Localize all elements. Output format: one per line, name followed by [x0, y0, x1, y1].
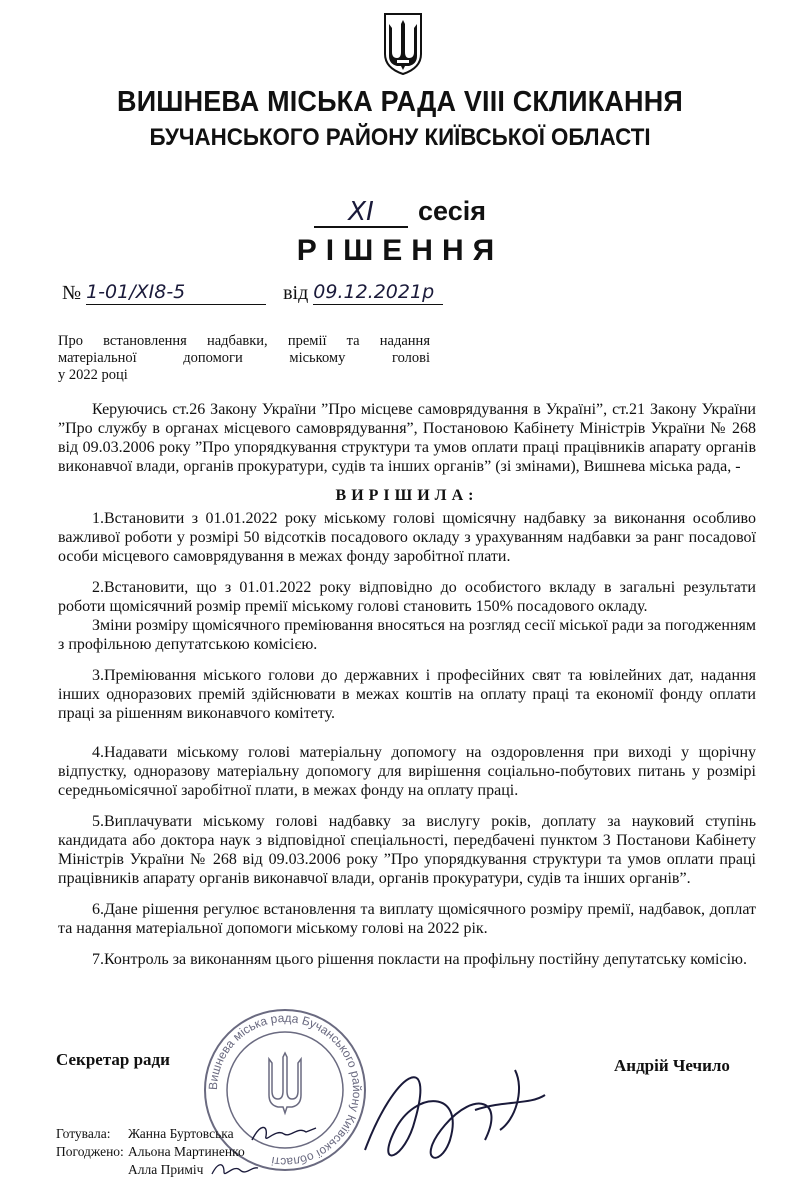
item-2: 2.Встановити, що з 01.01.2022 року відповідно до особистого вкладу в загальні результати роботи щомісячний розмір премії міському голові становить 150% посадового окладу. — [58, 579, 756, 615]
signatory-role: Секретар ради — [56, 1050, 170, 1069]
decision-body — [58, 400, 756, 969]
seal-text: Вишнева міська рада Бучанського району Київської області — [205, 1010, 365, 1170]
session-line — [0, 196, 800, 228]
agreed-label: Погоджено: — [56, 1144, 124, 1159]
number-prefix: № — [62, 282, 82, 304]
prepared-label: Готувала: — [56, 1126, 111, 1141]
item-6: 6.Дане рішення регулює встановлення та виплату щомісячного розміру премії, надбавок, доплат та надання матеріальної допомоги міському голові на 2022 рік. — [58, 901, 756, 937]
council-name: ВИШНЕВА МІСЬКА РАДА VIII СКЛИКАННЯ — [117, 86, 683, 118]
subject-line-2: матеріальної допомоги міському голові — [58, 350, 430, 366]
session-label: сесія — [418, 196, 486, 226]
subject-line-1: Про встановлення надбавки, премії та надання — [58, 333, 430, 349]
initials-signature-2 — [210, 1158, 260, 1180]
item-3: 3.Преміювання міського голови до державних і професійних свят та ювілейних дат, надання інших одноразових премій здійснювати в межах коштів на оплату праці та економії фонду оплати праці за рішенням виконавчого комітету. — [58, 667, 756, 722]
date-prefix: від — [283, 282, 309, 304]
session-number: XI — [314, 198, 408, 228]
prepared-by — [56, 1126, 234, 1142]
decision-title: РІШЕННЯ — [296, 234, 504, 267]
subject-line-3: у 2022 році — [58, 367, 128, 383]
signatory-name: Андрій Чечило — [614, 1056, 730, 1075]
decision-number-line — [62, 280, 443, 308]
item-4: 4.Надавати міському голові матеріальну допомогу на оздоровлення при виході у щорічну відпустку, одноразову матеріальну допомогу для вирішення соціально-побутових питань у розмірі середньомісячної заробітної плати, в межах фонду на оплату праці. — [58, 744, 756, 799]
decision-number: 1-01/XI8-5 — [86, 280, 266, 305]
agreed-name-1: Альона Мартиненко — [128, 1144, 245, 1159]
agreed-by-2 — [56, 1162, 203, 1178]
agreed-name-2: Алла Приміч — [128, 1162, 204, 1177]
initials-signature-1 — [250, 1122, 320, 1146]
decision-subject — [58, 333, 430, 384]
item-2-note: Зміни розміру щомісячного преміювання вносяться на розгляд сесії міської ради за погодженням з профільною депутатською комісією. — [58, 617, 756, 653]
preamble: Керуючись ст.26 Закону України ”Про місцеве самоврядування в Україні”, ст.21 Закону України ”Про службу в органах місцевого самоврядування”, Постановою Кабінету Міністрів України № 268 від 09.03.2006 року ”Про упорядкування структури та умов оплати праці працівників апарату органів виконавчої влади, органів прокуратури, судів та інших органів” (зі змінами), Вишнева міська рада, - — [58, 401, 756, 475]
decision-date: 09.12.2021р — [313, 280, 443, 305]
item-7: 7.Контроль за виконанням цього рішення покласти на профільну постійну депутатську комісію. — [92, 951, 747, 968]
district-name: БУЧАНСЬКОГО РАЙОНУ КИЇВСЬКОЇ ОБЛАСТІ — [149, 124, 651, 151]
handwritten-signature — [355, 1030, 555, 1180]
resolved-heading: ВИРІШИЛА: — [335, 487, 479, 504]
item-1: 1.Встановити з 01.01.2022 року міському голові щомісячну надбавку за виконання особливо важливої роботи у розмірі 50 відсотків посадового окладу з урахуванням надбавки за ранг посадової особи місцевого самоврядування в межах фонду заробітної плати. — [58, 510, 756, 565]
prepared-name: Жанна Буртовська — [128, 1126, 234, 1141]
coat-of-arms-icon — [383, 12, 423, 76]
item-5: 5.Виплачувати міському голові надбавку за вислугу років, доплату за науковий ступінь кандидата або доктора наук з відповідної спеціальності, передбачені пунктом 3 Постанови Кабінету Міністрів України № 268 від 09.03.2006 року ”Про упорядкування структури та умов оплати праці працівників апарату органів виконавчої влади, органів прокуратури, судів та інших органів”. — [58, 813, 756, 887]
